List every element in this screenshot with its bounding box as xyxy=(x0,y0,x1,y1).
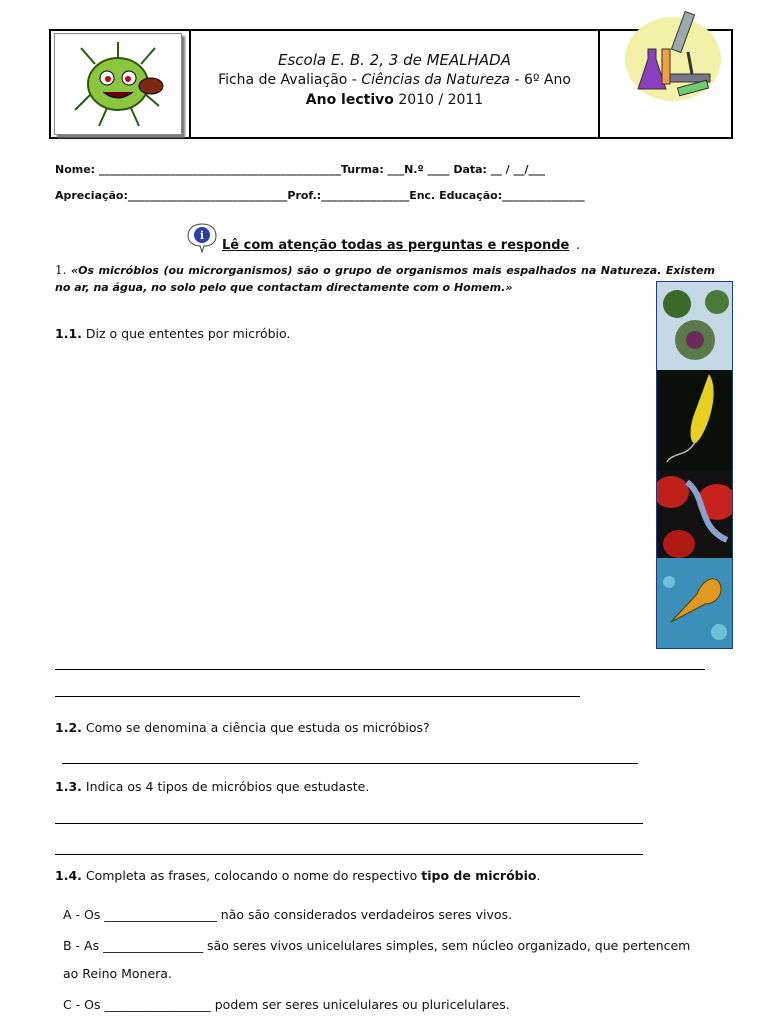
question-1-3 xyxy=(55,779,369,794)
header-divider xyxy=(598,29,600,139)
info-icon xyxy=(186,222,218,254)
year-label: Ano lectivo xyxy=(305,92,394,108)
question-1 xyxy=(55,262,715,296)
answer-line[interactable] xyxy=(55,669,705,670)
question-text: Diz o que ententes por micróbio. xyxy=(81,326,291,341)
svg-text:i: i xyxy=(199,229,205,242)
header-title-block xyxy=(191,50,598,110)
instruction-text: Lê com atenção todas as perguntas e responde xyxy=(222,238,570,253)
option-b-continued: ao Reino Monera. xyxy=(63,966,172,981)
question-text-end: . xyxy=(536,868,541,883)
question-number: 1.2. xyxy=(55,720,82,735)
question-1-quote: «Os micróbios (ou microrganismos) são o grupo de organismos mais espalhados na Natureza. Existem no ar, na água, no solo pelo que contactam directamente com o Homem.» xyxy=(55,264,715,294)
germ-mascot-icon xyxy=(54,33,182,135)
sheet-subject: Ciências da Natureza xyxy=(361,72,511,88)
question-number: 1.4. xyxy=(55,868,82,883)
option-a[interactable]: A - Os __________________ não são considerados verdadeiros seres vivos. xyxy=(63,907,513,922)
lab-equipment-icon xyxy=(618,4,728,104)
answer-line[interactable] xyxy=(55,854,643,855)
school-name: Escola E. B. 2, 3 de MEALHADA xyxy=(278,51,511,69)
evaluation-info-line[interactable]: Apreciação:_____________________________Prof.:________________Enc. Educação:_______________ xyxy=(55,189,585,202)
question-text: Indica os 4 tipos de micróbios que estudaste. xyxy=(81,779,370,794)
sheet-grade: - 6º Ano xyxy=(510,72,571,88)
school-year xyxy=(191,90,598,110)
microbe-photo-strip xyxy=(656,281,733,649)
question-text: Como se denomina a ciência que estuda os micróbios? xyxy=(81,720,430,735)
question-1-4 xyxy=(55,868,540,883)
year-value: 2010 / 2011 xyxy=(393,92,484,108)
question-1-2 xyxy=(55,720,430,735)
answer-line[interactable] xyxy=(55,696,580,697)
question-number: 1.1. xyxy=(55,326,82,341)
question-number: 1. xyxy=(55,263,67,277)
sheet-title xyxy=(191,70,598,90)
question-text: Completa as frases, colocando o nome do respectivo xyxy=(81,868,422,883)
student-info-line[interactable]: Nome: ____________________________________________Turma: ___N.º ____ Data: __ / __/___ xyxy=(55,163,545,176)
sheet-title-prefix: Ficha de Avaliação - xyxy=(218,72,362,88)
answer-line[interactable] xyxy=(62,763,638,764)
question-emphasis: tipo de micróbio xyxy=(421,868,537,883)
option-c[interactable]: C - Os _________________ podem ser seres unicelulares ou pluricelulares. xyxy=(63,997,510,1012)
option-b[interactable]: B - As ________________ são seres vivos unicelulares simples, sem núcleo organizado, que pertencem xyxy=(63,938,691,953)
answer-line[interactable] xyxy=(55,823,643,824)
question-1-1 xyxy=(55,326,290,341)
question-number: 1.3. xyxy=(55,779,82,794)
instruction-period: . xyxy=(576,238,581,253)
